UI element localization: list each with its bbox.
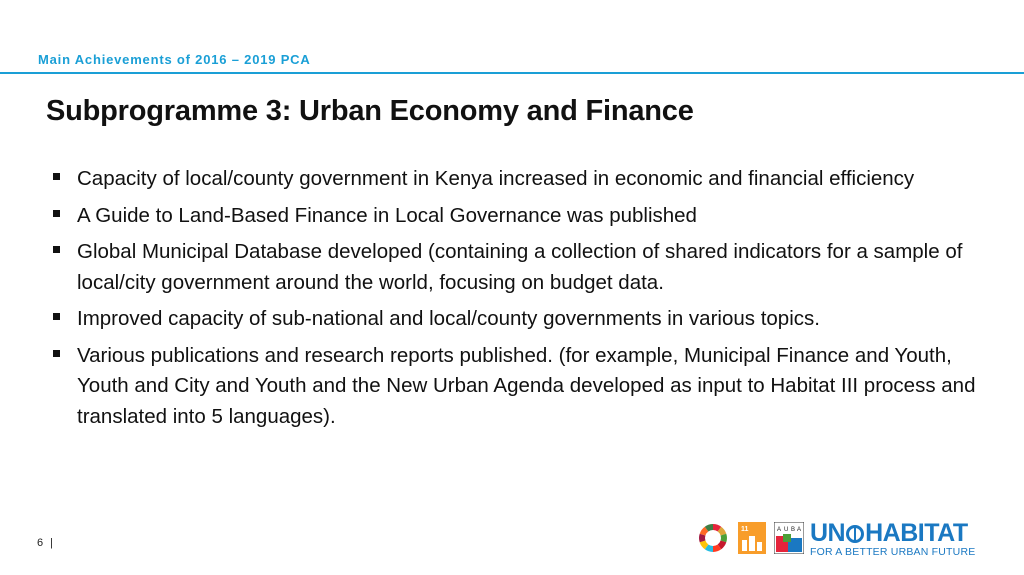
bullet-item xyxy=(50,164,1000,195)
bullet-square-icon xyxy=(53,350,60,357)
bullet-item xyxy=(50,304,1000,335)
page-number: 6 xyxy=(37,537,44,549)
bullet-text: Various publications and research reports published. (for example, Municipal Finance and Youth, Youth and City and Youth and the New Urban Agenda developed as input to Habitat III process and translated into 5 languages). xyxy=(77,343,976,428)
section-header: Main Achievements of 2016 – 2019 PCA xyxy=(38,52,311,67)
bullet-item xyxy=(50,237,1000,298)
un-habitat-logo xyxy=(810,520,975,558)
bullet-item xyxy=(50,341,1000,433)
auba-letter: A xyxy=(777,527,782,533)
slide-title: Subprogramme 3: Urban Economy and Finance xyxy=(46,95,694,127)
page-number-footer xyxy=(37,537,53,549)
bullet-square-icon xyxy=(53,313,60,320)
goal-number: 11 xyxy=(741,526,749,533)
bullet-square-icon xyxy=(53,246,60,253)
bullet-list xyxy=(50,164,1000,438)
un-globe-icon xyxy=(846,525,864,543)
un-habitat-wordmark xyxy=(810,520,975,546)
bullet-text: Improved capacity of sub-national and local/county governments in various topics. xyxy=(77,307,820,330)
un-habitat-wordmark-right: HABITAT xyxy=(865,519,968,547)
bullet-square-icon xyxy=(53,210,60,217)
auba-logo-icon xyxy=(774,522,804,554)
bullet-item xyxy=(50,201,1000,232)
un-habitat-wordmark-left: UN xyxy=(810,519,846,547)
bullet-text: Global Municipal Database developed (containing a collection of shared indicators for a sample of local/city government around the world, focusing on budget data. xyxy=(77,240,963,294)
bullet-square-icon xyxy=(53,173,60,180)
un-habitat-tagline: FOR A BETTER URBAN FUTURE xyxy=(810,546,976,558)
auba-letter: B xyxy=(791,527,796,533)
header-divider xyxy=(0,72,1024,74)
auba-letter: U xyxy=(784,527,789,533)
auba-letter: A xyxy=(797,527,802,533)
sdg-wheel-icon xyxy=(698,523,728,553)
bullet-text: Capacity of local/county government in Kenya increased in economic and financial efficiency xyxy=(77,167,915,190)
footer-separator: | xyxy=(50,537,53,549)
bullet-text: A Guide to Land-Based Finance in Local Governance was published xyxy=(77,203,697,227)
sdg-goal-11-icon xyxy=(738,522,766,554)
